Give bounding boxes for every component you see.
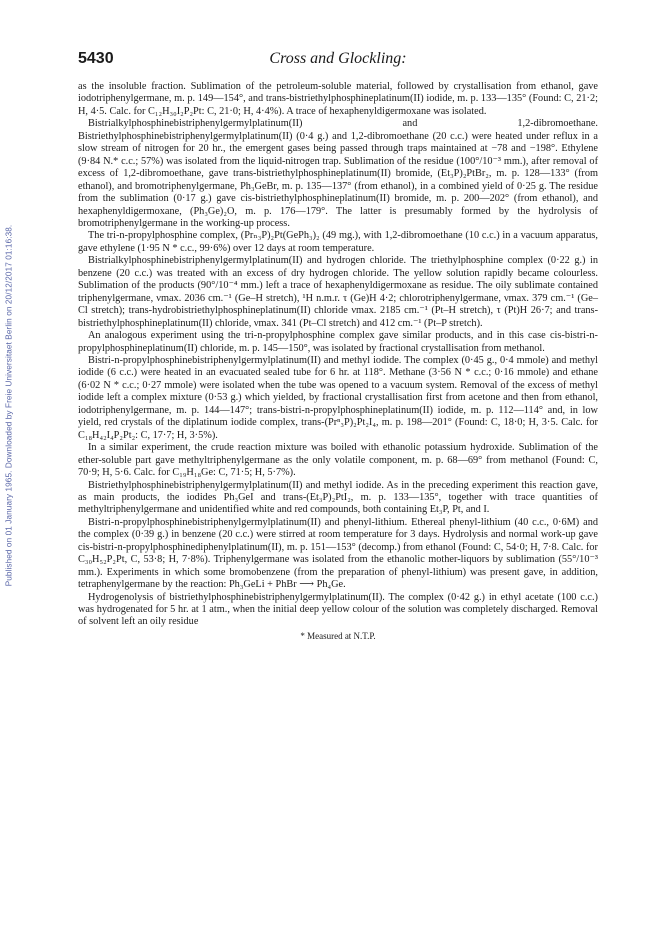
paragraph: Hydrogenolysis of bistriethylphosphinebistriphenylgermylplatinum(II). The complex (0·42 g.) in ethyl acetate (100 c.c.) was hydrogenated for 5 hr. at 1 atm., when the initial deep yellow colour of the solution was completely discharged. Removal of solvent left an oily residue [78, 591, 598, 628]
body-text [78, 81, 598, 629]
paragraph: Bistri-n-propylphosphinebistriphenylgermylplatinum(II) and phenyl-lithium. Ethereal phenyl-lithium (40 c.c., 0·6M) and the complex (0·39 g.) in benzene (20 c.c.) were stirred at room temperature for 3 days. Hydrolysis and normal work-up gave cis-bistri-n-propylphosphinediphenylplatinum(II), m. p. 151—153° (decomp.) from ethanol (Found: C, 54·0; H, 7·8. Calc. for C₃₀H₅₂P₂Pt, C, 53·8; H, 7·8%). Triphenylgermane was isolated from the ethanolic mother-liquors by sublimation (55°/10⁻³ mm.). Experiments in which some bromobenzene (from the preparation of phenyl-lithium) was present gave, in addition, tetraphenylgermane by the reaction: Ph₃GeLi + PhBr ⟶ Ph₄Ge. [78, 516, 598, 591]
page-header [78, 50, 598, 74]
paragraph: An analogous experiment using the tri-n-propylphosphine complex gave similar products, and in this case cis-bistri-n-propylphosphineplatinum(II) chloride, m. p. 145—150°, was isolated by fractional crystallisation from methanol. [78, 330, 598, 354]
paragraph: Bistrialkylphosphinebistriphenylgermylplatinum(II) and hydrogen chloride. The triethylphosphine complex (0·22 g.) in benzene (20 c.c.) was treated with an excess of dry hydrogen chloride. The yellow solution rapidly became colourless. Sublimation of the products (90°/10⁻⁴ mm.) left a trace of hexaphenyldigermoxane as residue. The oily sublimate contained triphenylgermane, νmax. 2036 cm.⁻¹ (Ge–H stretch), ¹H n.m.r. τ (Ge)H 4·2; chlorotriphenylgermane, νmax. 379 cm.⁻¹ (Ge–Cl stretch); trans-hydrobistriethylphosphineplatinum(II) chloride νmax. 2185 cm.⁻¹ (Pt–H stretch), τ (Pt)H 26·7; and trans-bistriethylphosphineplatinum(II) chloride, νmax. 341 (Pt–Cl stretch) and 412 cm.⁻¹ (Pt–P stretch). [78, 255, 598, 329]
page-number: 5430 [78, 50, 114, 67]
footnote: * Measured at N.T.P. [300, 630, 376, 641]
paragraph: as the insoluble fraction. Sublimation of the petroleum-soluble material, followed by crystallisation from ethanol, gave iodotriphenylgermane, m. p. 149—154°, and trans-bistriethylphosphineplatinum(II) iodide, m. p. 133—135° (Found: C, 21·2; H, 4·5. Calc. for C₁₂H₃₀I₂P₂Pt: C, 21·0; H, 4·4%). A trace of hexaphenyldigermoxane was isolated. [78, 81, 598, 117]
paragraph: Bistri-n-propylphosphinebistriphenylgermylplatinum(II) and methyl iodide. The complex (0·45 g., 0·4 mmole) and methyl iodide (6 c.c.) were heated in an evacuated sealed tube for 6 hr. at 118°. Methane (3·56 N * c.c.; 0·16 mmole) and ethane (6·02 N * c.c.; 0·27 mmole) were isolated when the tube was opened to a vacuum system. Removal of the excess of methyl iodide left a complex mixture (0·53 g.) which yielded, by fractional crystallisation first from acetone and then from ethanol, iodotriphenylgermane, m. p. 144—147°; trans-bistri-n-propylphosphineplatinum(II) iodide, m. p. 112—114° and, in low yield, red crystals of the diplatinum iodide complex, trans-(Prⁿ₃P)₂Pt₂I₄, m. p. 198—201° (Found: C, 18·0; H, 3·5. Calc. for C₁₈H₄₂I₄P₂Pt₂: C, 17·7; H, 3·5%). [78, 354, 598, 441]
running-title: Cross and Glockling: [269, 50, 407, 67]
paragraph: In a similar experiment, the crude reaction mixture was boiled with ethanolic potassium hydroxide. Sublimation of the ether-soluble part gave methyltriphenylgermane as the only volatile component, m. p. 68—69° from methanol (Found: C, 70·9; H, 5·6. Calc. for C₁₉H₁₈Ge: C, 71·5; H, 5·7%). [78, 442, 598, 479]
download-watermark-text: Published on 01 January 1965. Downloaded by Freie Universitaet Berlin on 20/12/2017 01:16:38. [4, 224, 14, 586]
paragraph: Bistriethylphosphinebistriphenylgermylplatinum(II) and methyl iodide. As in the preceding experiment this reaction gave, as main products, the iodides Ph₃GeI and trans-(Et₃P)₂PtI₂, m. p. 133—135°, together with trace quantities of methyltriphenylgermane and unidentified white and red compounds, both containing Et₃P, Pt, and I. [78, 479, 598, 516]
paragraph: Bistrialkylphosphinebistriphenylgermylplatinum(II) and 1,2-dibromoethane. Bistriethylphosphinebistriphenylgermylplatinum(II) (0·4 g.) and 1,2-dibromoethane (20 c.c.) were heated under reflux in a slow stream of nitrogen for 20 hr., the emergent gases being passed through traps maintained at −78 and −198°. Ethylene (9·84 N.* c.c.; 57%) was isolated from the liquid-nitrogen trap. Sublimation of the residue (100°/10⁻³ mm.), after removal of excess of 1,2-dibromoethane, gave trans-bistriethylphosphineplatinum(II) bromide, (Et₃P)₂PtBr₂, m. p. 128—133° (from ethanol), and bromotriphenylgermane, Ph₃GeBr, m. p. 135—137° (from ethanol), in a combined yield of 0·25 g. The residue from the sublimation (0·17 g.) gave cis-bistriethylphosphineplatinum(II) bromide, m. p. 200—202° (from ethanol), and hexaphenyldigermoxane, (Ph₃Ge)₂O, m. p. 176—179°. The latter is presumably formed by the hydrolysis of bromotriphenylgermane in the working-up process. [78, 118, 598, 229]
journal-page [78, 50, 598, 642]
paragraph: The tri-n-propylphosphine complex, (Prₙ₃P)₂Pt(GePh₃)₂ (49 mg.), with 1,2-dibromoethane (10 c.c.) in a vacuum apparatus, gave ethylene (1·95 N * c.c., 99·6%) over 12 days at room temperature. [78, 230, 598, 254]
download-watermark [2, 170, 16, 640]
